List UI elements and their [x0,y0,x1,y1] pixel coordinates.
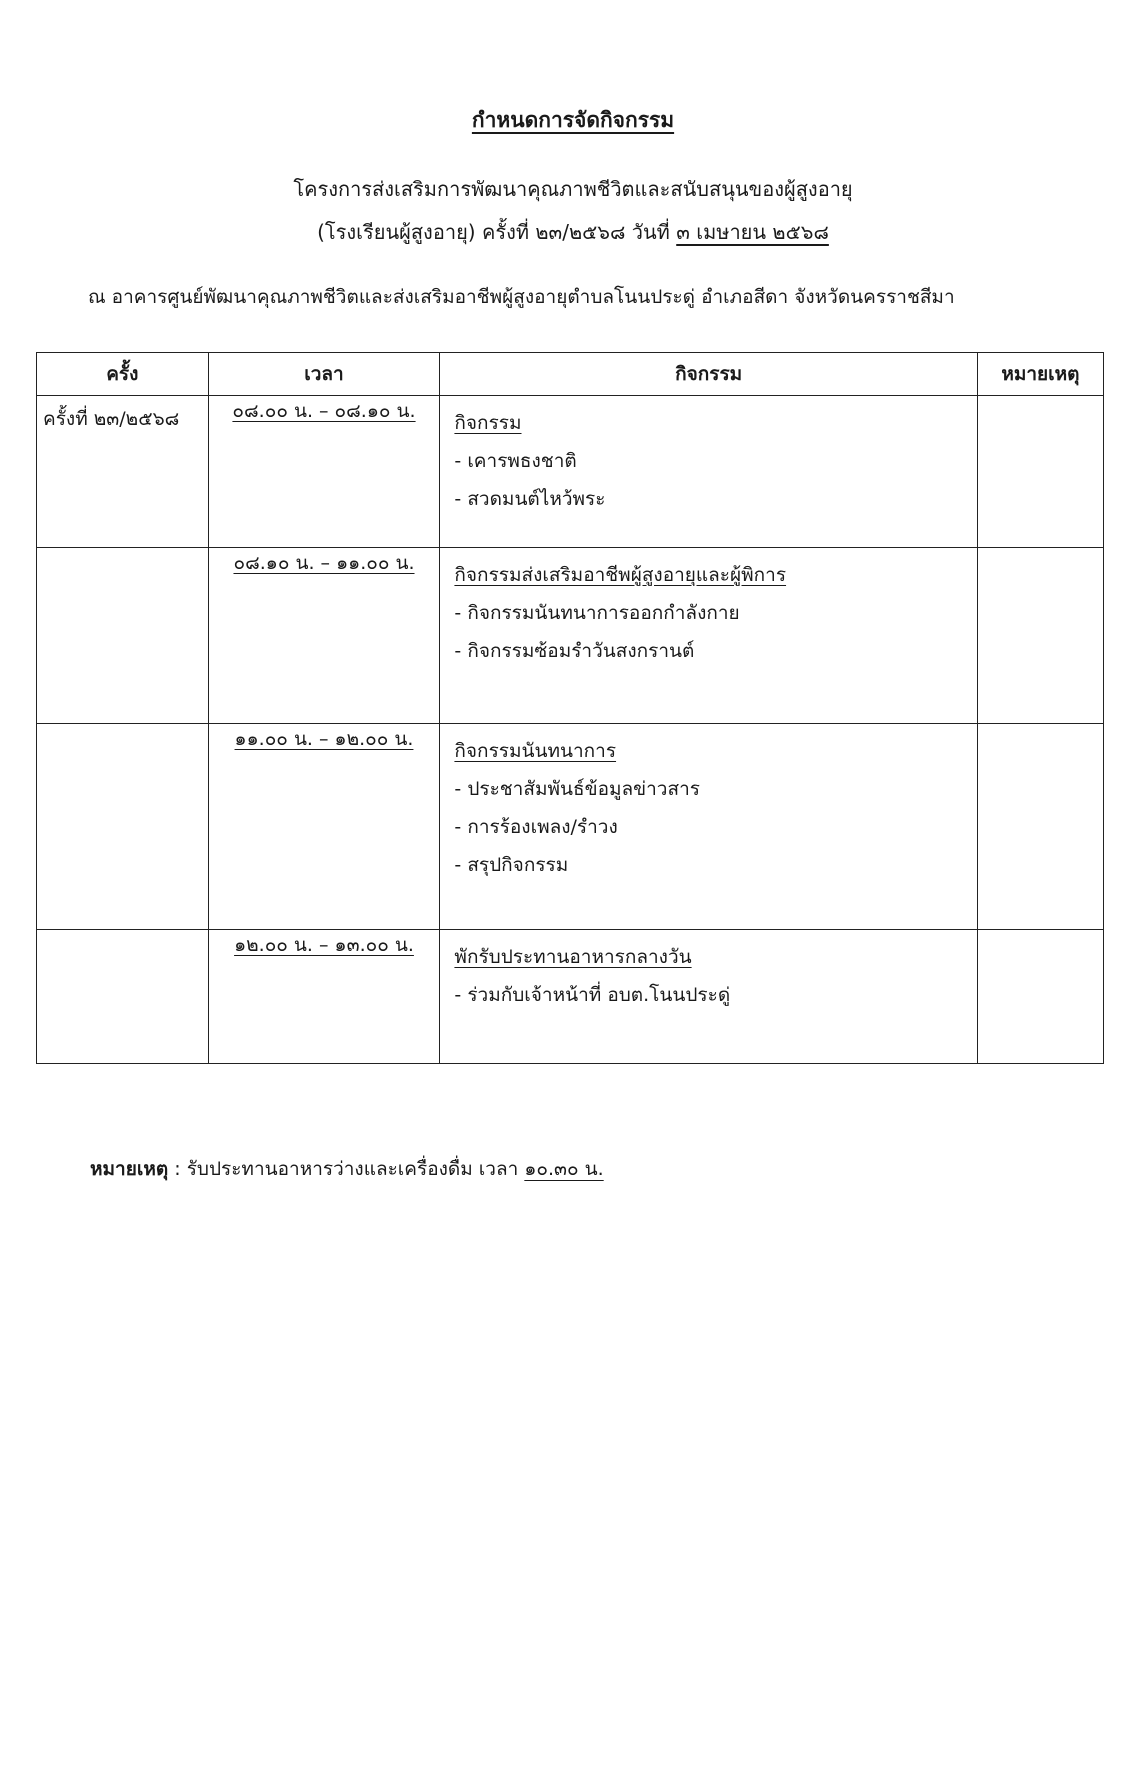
header-time: เวลา [208,353,440,396]
cell-time: ๐๘.๐๐ น. – ๐๘.๑๐ น. [208,396,440,548]
activity-item: - สวดมนต์ไหว้พระ [454,488,606,510]
activity-heading: พักรับประทานอาหารกลางวัน [454,946,692,968]
cell-round [37,724,209,930]
cell-activity [440,930,977,1064]
activity-heading: กิจกรรมนันทนาการ [454,740,617,762]
remark-label: หมายเหตุ [90,1158,169,1180]
cell-round [37,548,209,724]
cell-activity [440,396,977,548]
cell-activity [440,724,977,930]
activity-item: - สรุปกิจกรรม [454,854,569,876]
cell-time: ๐๘.๑๐ น. – ๑๑.๐๐ น. [208,548,440,724]
header-activity: กิจกรรม [440,353,977,396]
header-note: หมายเหตุ [977,353,1103,396]
table-row [37,930,1104,1064]
cell-note [977,548,1103,724]
cell-note [977,396,1103,548]
session-date-line [0,216,1146,248]
cell-round: ครั้งที่ ๒๓/๒๕๖๘ [37,396,209,548]
document-title: กำหนดการจัดกิจกรรม [471,108,675,132]
activity-item: - กิจกรรมนันทนาการออกกำลังกาย [454,602,740,624]
cell-note [977,930,1103,1064]
venue-line: ณ อาคารศูนย์พัฒนาคุณภาพชีวิตและส่งเสริมอาชีพผู้สูงอายุตำบลโนนประดู่ อำเภอสีดา จังหวัดนครราชสีมา [88,286,955,308]
remark-line [90,1154,604,1184]
session-date: ๓ เมษายน ๒๕๖๘ [676,220,829,244]
activity-item: - ประชาสัมพันธ์ข้อมูลข่าวสาร [454,778,700,800]
activity-heading: กิจกรรมส่งเสริมอาชีพผู้สูงอายุและผู้พิการ [454,564,787,586]
schedule-table [36,352,1104,1064]
remark-text: : รับประทานอาหารว่างและเครื่องดื่ม เวลา [168,1158,525,1180]
cell-activity [440,548,977,724]
cell-time: ๑๑.๐๐ น. – ๑๒.๐๐ น. [208,724,440,930]
cell-note [977,724,1103,930]
activity-item: - การร้องเพลง/รำวง [454,816,618,838]
table-row [37,724,1104,930]
activity-heading: กิจกรรม [454,412,522,434]
activity-item: - กิจกรรมซ้อมรำวันสงกรานต์ [454,640,695,662]
project-name: โครงการส่งเสริมการพัฒนาคุณภาพชีวิตและสนับสนุนของผู้สูงอายุ [293,177,853,201]
table-row [37,548,1104,724]
cell-round [37,930,209,1064]
activity-item: - เคารพธงชาติ [454,450,577,472]
activity-item: - ร่วมกับเจ้าหน้าที่ อบต.โนนประดู่ [454,984,731,1006]
table-header-row [37,353,1104,396]
session-number: (โรงเรียนผู้สูงอายุ) ครั้งที่ ๒๓/๒๕๖๘ วันที่ [317,220,677,244]
table-row [37,396,1104,548]
remark-time: ๑๐.๓๐ น. [524,1158,604,1180]
cell-time: ๑๒.๐๐ น. – ๑๓.๐๐ น. [208,930,440,1064]
header-round: ครั้ง [37,353,209,396]
